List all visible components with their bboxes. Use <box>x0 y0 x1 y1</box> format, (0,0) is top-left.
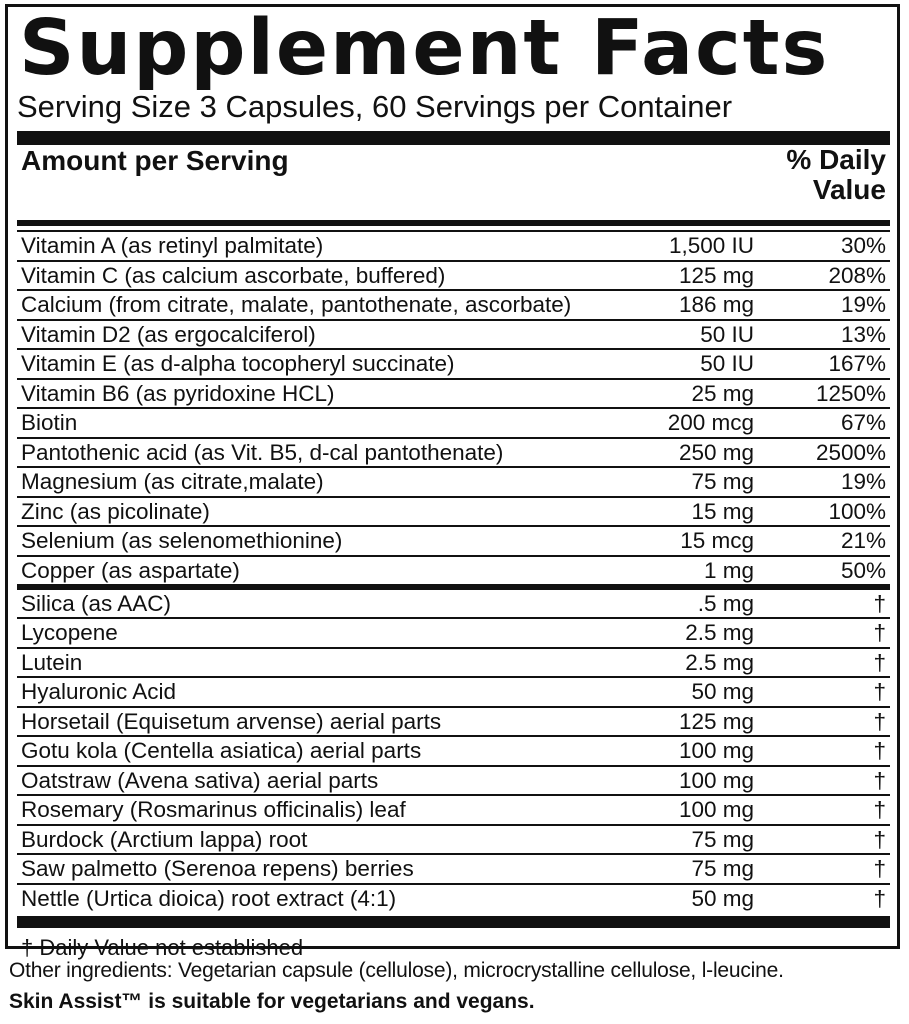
ingredient-amount: 75 mg <box>691 856 754 881</box>
ingredient-name: Horsetail (Equisetum arvense) aerial parts <box>21 708 442 734</box>
ingredient-amount: 75 mg <box>691 469 754 494</box>
ingredient-daily-value: † <box>873 649 886 675</box>
ingredient-amount: 2.5 mg <box>685 620 754 645</box>
panel-title: Supplement Facts <box>19 4 830 93</box>
ingredient-name: Pantothenic acid (as Vit. B5, d-cal pantothenate) <box>21 439 504 465</box>
ingredient-name: Zinc (as picolinate) <box>21 498 210 524</box>
ingredient-name: Copper (as aspartate) <box>21 557 240 583</box>
ingredient-daily-value: † <box>873 797 886 822</box>
column-header <box>17 145 890 220</box>
ingredient-name: Nettle (Urtica dioica) root extract (4:1) <box>21 885 397 911</box>
ingredient-amount: 200 mcg <box>667 410 754 435</box>
ingredient-daily-value: † <box>873 826 886 852</box>
ingredient-amount: 186 mg <box>678 292 754 317</box>
ingredient-name: Magnesium (as citrate,malate) <box>21 469 324 494</box>
ingredient-name: Hyaluronic Acid <box>21 679 177 704</box>
daily-value-header <box>786 145 886 205</box>
nutrient-list <box>17 230 890 584</box>
ingredient-name: Lycopene <box>21 620 118 645</box>
ingredient-row <box>17 289 890 319</box>
ingredient-row <box>17 617 890 647</box>
ingredient-name: Vitamin A (as retinyl palmitate) <box>21 233 324 258</box>
vegan-note: Skin Assist™ is suitable for vegetarians and vegans. <box>9 990 535 1013</box>
ingredient-daily-value: † <box>873 708 886 734</box>
ingredient-amount: 75 mg <box>691 826 754 852</box>
ingredient-daily-value: † <box>873 679 886 704</box>
serving-size: Serving Size 3 Capsules, 60 Servings per Container <box>17 89 733 124</box>
divider-bottom <box>17 916 890 928</box>
ingredient-amount: 250 mg <box>678 439 754 465</box>
ingredient-row <box>17 230 890 260</box>
ingredient-daily-value: † <box>873 620 886 645</box>
ingredient-amount: 1 mg <box>703 557 754 583</box>
ingredient-daily-value: 13% <box>840 321 886 347</box>
ingredient-name: Saw palmetto (Serenoa repens) berries <box>21 856 414 881</box>
ingredient-row <box>17 794 890 824</box>
ingredient-name: Calcium (from citrate, malate, pantothenate, ascorbate) <box>21 292 572 317</box>
ingredient-daily-value: 50% <box>840 557 886 583</box>
other-ingredients: Other ingredients: Vegetarian capsule (cellulose), microcrystalline cellulose, l-leucine. <box>9 959 784 982</box>
ingredient-name: Gotu kola (Centella asiatica) aerial parts <box>21 738 422 763</box>
ingredient-row <box>17 466 890 496</box>
ingredient-daily-value: † <box>873 856 886 881</box>
supplement-facts-panel <box>5 4 900 960</box>
ingredient-name: Oatstraw (Avena sativa) aerial parts <box>21 767 379 793</box>
ingredient-row <box>17 676 890 706</box>
ingredient-row <box>17 319 890 349</box>
ingredient-name: Lutein <box>21 649 83 675</box>
ingredient-daily-value: † <box>873 885 886 911</box>
ingredient-daily-value: 19% <box>840 469 886 494</box>
ingredient-amount: 50 IU <box>700 351 754 376</box>
ingredient-daily-value: 67% <box>840 410 886 435</box>
ingredient-row <box>17 706 890 736</box>
ingredient-name: Vitamin E (as d-alpha tocopheryl succinate) <box>21 351 455 376</box>
ingredient-row <box>17 378 890 408</box>
ingredient-daily-value: 19% <box>840 292 886 317</box>
ingredient-amount: 50 mg <box>691 885 754 911</box>
ingredient-amount: 125 mg <box>678 262 754 288</box>
ingredient-amount: 15 mg <box>691 498 754 524</box>
ingredient-row <box>17 525 890 555</box>
daily-value-label-line2: Value <box>812 174 886 205</box>
ingredient-row <box>17 348 890 378</box>
ingredient-name: Vitamin C (as calcium ascorbate, buffered) <box>21 262 446 288</box>
divider-thick <box>17 131 890 145</box>
ingredient-amount: 1,500 IU <box>668 233 754 258</box>
ingredient-row <box>17 407 890 437</box>
ingredient-daily-value: † <box>873 591 886 616</box>
ingredient-amount: 2.5 mg <box>685 649 754 675</box>
divider-medium <box>17 220 890 226</box>
daily-value-label-line1: % Daily <box>786 144 886 175</box>
ingredient-name: Vitamin B6 (as pyridoxine HCL) <box>21 380 335 406</box>
ingredient-amount: 100 mg <box>678 738 754 763</box>
ingredient-name: Biotin <box>21 410 78 435</box>
ingredient-amount: 50 IU <box>700 321 754 347</box>
ingredient-row <box>17 647 890 677</box>
ingredient-amount: 50 mg <box>691 679 754 704</box>
ingredient-row <box>17 584 890 617</box>
ingredient-daily-value: 208% <box>828 262 886 288</box>
ingredient-name: Selenium (as selenomethionine) <box>21 528 343 553</box>
ingredient-amount: 15 mcg <box>680 528 754 553</box>
ingredient-row <box>17 853 890 883</box>
ingredient-amount: 25 mg <box>691 380 754 406</box>
ingredient-daily-value: 167% <box>828 351 886 376</box>
ingredient-daily-value: 30% <box>840 233 886 258</box>
ingredient-daily-value: † <box>873 767 886 793</box>
ingredient-daily-value: 21% <box>840 528 886 553</box>
ingredient-name: Burdock (Arctium lappa) root <box>21 826 308 852</box>
ingredient-row <box>17 883 890 913</box>
ingredient-row <box>17 735 890 765</box>
ingredient-amount: 100 mg <box>678 797 754 822</box>
ingredient-daily-value: 100% <box>828 498 886 524</box>
ingredient-daily-value: † <box>873 738 886 763</box>
amount-per-serving-label: Amount per Serving <box>21 145 289 176</box>
ingredient-amount: .5 mg <box>697 591 754 616</box>
ingredient-row <box>17 824 890 854</box>
ingredient-daily-value: 2500% <box>815 439 886 465</box>
ingredient-amount: 125 mg <box>678 708 754 734</box>
ingredient-amount: 100 mg <box>678 767 754 793</box>
ingredient-row <box>17 496 890 526</box>
ingredient-row <box>17 260 890 290</box>
ingredient-daily-value: 1250% <box>815 380 886 406</box>
footnote: † Daily Value not established <box>21 935 304 960</box>
ingredient-row <box>17 437 890 467</box>
ingredient-name: Vitamin D2 (as ergocalciferol) <box>21 321 316 347</box>
ingredient-name: Rosemary (Rosmarinus officinalis) leaf <box>21 797 406 822</box>
other-actives-list <box>17 584 890 912</box>
ingredient-name: Silica (as AAC) <box>21 591 172 616</box>
ingredient-row <box>17 555 890 585</box>
ingredient-row <box>17 765 890 795</box>
